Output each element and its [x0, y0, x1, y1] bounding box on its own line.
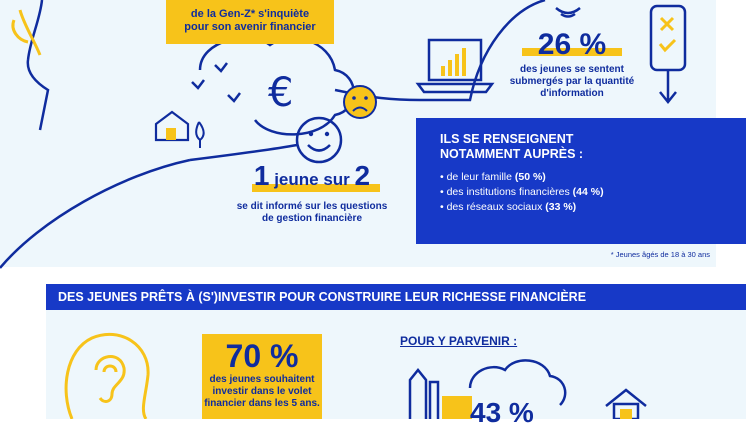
source-item-social: • des réseaux sociaux (33 %)	[440, 201, 577, 213]
stat-half	[222, 160, 402, 225]
stat-half-line1: se dit informé sur les questions	[236, 201, 388, 212]
wifi-icon	[556, 8, 580, 17]
footnote: * Jeunes âgés de 18 à 30 ans	[610, 250, 710, 259]
house-icon	[156, 112, 188, 140]
happy-face-icon	[297, 118, 341, 162]
stat-70-box	[202, 334, 322, 419]
stat-26-line3: d'information	[540, 88, 604, 99]
euro-icon: €	[268, 70, 294, 116]
bird-icon	[192, 80, 204, 88]
section-banner: DES JEUNES PRÊTS À (S')INVESTIR POUR CONSTRUIRE LEUR RICHESSE FINANCIÈRE	[46, 284, 746, 310]
stat-70-line2: investir dans le volet	[212, 386, 312, 397]
source-item-family: • de leur famille (50 %)	[440, 171, 546, 183]
source-item-institutions: • des institutions financières (44 %)	[440, 186, 604, 198]
sources-box	[416, 118, 746, 244]
stat-70-line1: des jeunes souhaitent	[209, 374, 315, 385]
stat-half-line2: de gestion financière	[261, 213, 363, 224]
pour-y-parvenir-heading: POUR Y PARVENIR :	[400, 334, 518, 348]
stat-43-value: 43 %	[470, 397, 534, 428]
stat-70-line3: financier dans les 5 ans.	[204, 398, 320, 409]
sources-heading-2: NOTAMMENT AUPRÈS :	[440, 147, 584, 161]
sources-heading-1: ILS SE RENSEIGNENT	[440, 132, 574, 146]
stat-half-value: 1 jeune sur 2	[222, 160, 402, 197]
stat-26-line2: submergés par la quantité	[509, 76, 635, 87]
stat-26-value: 26 %	[500, 28, 644, 62]
stat-26	[500, 28, 644, 100]
arrow-down-icon	[660, 70, 676, 102]
stat-genz-box	[166, 0, 334, 44]
bottom-line-art	[0, 310, 746, 419]
tree-icon	[196, 122, 204, 148]
checklist-icon	[651, 6, 685, 102]
sources-list	[416, 162, 746, 215]
stat-genz-line1: de la Gen-Z* s'inquiète	[190, 8, 310, 20]
stat-genz-line2: pour son avenir financier	[184, 21, 316, 33]
head-ear-icon	[66, 334, 148, 419]
laptop-chart-icon	[418, 40, 492, 92]
stat-70-value: 70 %	[225, 338, 299, 374]
house-lock-icon	[606, 390, 646, 419]
head-profile-icon	[28, 0, 48, 130]
stat-26-line1: des jeunes se sentent	[520, 64, 624, 75]
